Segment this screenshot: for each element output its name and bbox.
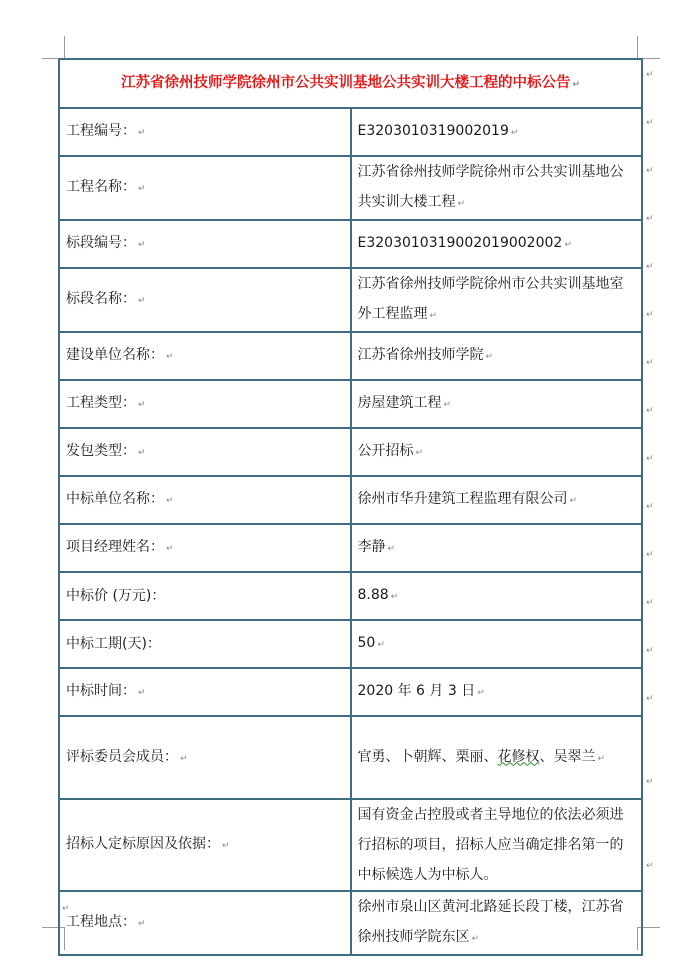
cell-end-mark: ↵: [457, 199, 466, 209]
table-row: [59, 891, 642, 955]
cell-end-mark: ↵: [138, 448, 146, 458]
table-row: [59, 268, 642, 332]
table-row: [59, 156, 642, 220]
table-row: [59, 108, 642, 156]
row-value-winning-price[interactable]: 8.88 ↵: [351, 572, 643, 620]
cell-end-mark: ↵: [138, 184, 146, 194]
bid-announcement-table: [58, 58, 643, 956]
cell-end-mark: ↵: [471, 934, 480, 944]
cell-end-mark: ↵: [569, 496, 578, 506]
paragraph-end-mark: ↵: [62, 904, 70, 914]
cell-end-mark: ↵: [138, 688, 146, 698]
row-label-section-code[interactable]: 标段编号： ↵: [59, 220, 351, 268]
table-row: [59, 668, 642, 716]
row-end-mark: ↵: [646, 166, 654, 176]
table-row: [59, 428, 642, 476]
row-end-mark: ↵: [646, 310, 654, 320]
row-label-project-name[interactable]: 工程名称： ↵: [59, 156, 351, 220]
row-end-mark: ↵: [646, 214, 654, 224]
cell-end-mark: ↵: [166, 496, 174, 506]
row-value-award-basis[interactable]: 国有资金占控股或者主导地位的依法必须进行招标的项目，招标人应当确定排名第一的中标候选人为中标人。: [351, 799, 643, 891]
row-label-location[interactable]: 工程地点： ↵: [59, 891, 351, 955]
cell-end-mark: ↵: [390, 592, 399, 602]
row-end-mark: ↵: [646, 358, 654, 368]
row-label-section-name[interactable]: 标段名称： ↵: [59, 268, 351, 332]
cell-end-mark: ↵: [443, 400, 452, 410]
cell-end-mark: ↵: [415, 448, 424, 458]
cell-end-mark: ↵: [564, 240, 572, 250]
row-value-winning-unit[interactable]: 徐州市华升建筑工程监理有限公司 ↵: [351, 476, 643, 524]
row-end-mark: ↵: [646, 694, 654, 704]
row-value-duration[interactable]: 50 ↵: [351, 620, 643, 668]
row-label-project-code[interactable]: 工程编号： ↵: [59, 108, 351, 156]
row-value-location[interactable]: 徐州市泉山区黄河北路延长段丁楼，江苏省徐州技师学院东区 ↵: [351, 891, 643, 955]
table-row: [59, 716, 642, 799]
row-value-contract-type[interactable]: 公开招标 ↵: [351, 428, 643, 476]
table-row: [59, 524, 642, 572]
cell-end-mark: ↵: [377, 640, 385, 650]
cell-end-mark: ↵: [597, 753, 606, 764]
row-value-section-name[interactable]: 江苏省徐州技师学院徐州市公共实训基地室外工程监理 ↵: [351, 268, 643, 332]
row-end-mark: ↵: [646, 598, 654, 608]
row-label-contract-type[interactable]: 发包类型： ↵: [59, 428, 351, 476]
table-row: [59, 220, 642, 268]
cell-end-mark: ↵: [387, 544, 396, 554]
row-end-mark: ↵: [646, 406, 654, 416]
crop-mark-top-right: [637, 36, 660, 59]
cell-end-mark: ↵: [572, 79, 581, 90]
row-value-award-date[interactable]: 2020 年 6 月 3 日 ↵: [351, 668, 643, 716]
cell-end-mark: ↵: [485, 352, 494, 362]
table-row: [59, 620, 642, 668]
table-row: [59, 799, 642, 891]
cell-end-mark: ↵: [222, 841, 230, 851]
row-end-mark: ↵: [646, 550, 654, 560]
cell-end-mark: ↵: [138, 296, 146, 306]
cell-end-mark: ↵: [166, 352, 174, 362]
row-value-project-name[interactable]: 江苏省徐州技师学院徐州市公共实训基地公共实训大楼工程 ↵: [351, 156, 643, 220]
cell-end-mark: ↵: [138, 919, 146, 929]
cell-end-mark: ↵: [510, 128, 519, 138]
row-value-builder-unit[interactable]: 江苏省徐州技师学院 ↵: [351, 332, 643, 380]
announcement-title[interactable]: [59, 59, 642, 108]
row-value-committee[interactable]: 官勇、卜朝辉、栗丽、花修权、吴翠兰 ↵: [351, 716, 643, 799]
row-end-mark: ↵: [646, 118, 654, 128]
crop-mark-top-left: [42, 36, 65, 59]
row-end-mark: ↵: [646, 454, 654, 464]
row-label-project-type[interactable]: 工程类型： ↵: [59, 380, 351, 428]
row-label-committee[interactable]: 评标委员会成员： ↵: [59, 716, 351, 799]
row-label-award-basis[interactable]: 招标人定标原因及依据： ↵: [59, 799, 351, 891]
row-value-project-manager[interactable]: 李静 ↵: [351, 524, 643, 572]
row-label-duration[interactable]: 中标工期(天)：: [59, 620, 351, 668]
table-title-row: [59, 59, 642, 108]
table-row: [59, 380, 642, 428]
cell-end-mark: ↵: [166, 544, 174, 554]
table-row: [59, 572, 642, 620]
row-end-mark: ↵: [646, 861, 654, 871]
cell-end-mark: ↵: [138, 128, 146, 138]
spellcheck-squiggle: 花修权: [497, 748, 540, 765]
cell-end-mark: ↵: [429, 311, 438, 321]
announcement-title-text: 江苏省徐州技师学院徐州市公共实训基地公共实训大楼工程的中标公告: [120, 74, 571, 91]
row-label-winning-price[interactable]: 中标价 (万元)：: [59, 572, 351, 620]
row-value-section-code[interactable]: E3203010319002019002002 ↵: [351, 220, 643, 268]
row-value-project-type[interactable]: 房屋建筑工程 ↵: [351, 380, 643, 428]
row-value-project-code[interactable]: E3203010319002019 ↵: [351, 108, 643, 156]
row-label-builder-unit[interactable]: 建设单位名称： ↵: [59, 332, 351, 380]
row-label-project-manager[interactable]: 项目经理姓名： ↵: [59, 524, 351, 572]
table-row: [59, 476, 642, 524]
cell-end-mark: ↵: [138, 400, 146, 410]
row-label-award-date[interactable]: 中标时间： ↵: [59, 668, 351, 716]
cell-end-mark: ↵: [477, 688, 485, 698]
row-end-mark: ↵: [646, 262, 654, 272]
row-end-mark: ↵: [646, 70, 654, 80]
table-row: [59, 332, 642, 380]
row-end-mark: ↵: [646, 646, 654, 656]
row-end-mark: ↵: [646, 502, 654, 512]
cell-end-mark: ↵: [138, 240, 146, 250]
row-label-winning-unit[interactable]: 中标单位名称： ↵: [59, 476, 351, 524]
row-end-mark: ↵: [646, 777, 654, 787]
cell-end-mark: ↵: [180, 753, 188, 764]
